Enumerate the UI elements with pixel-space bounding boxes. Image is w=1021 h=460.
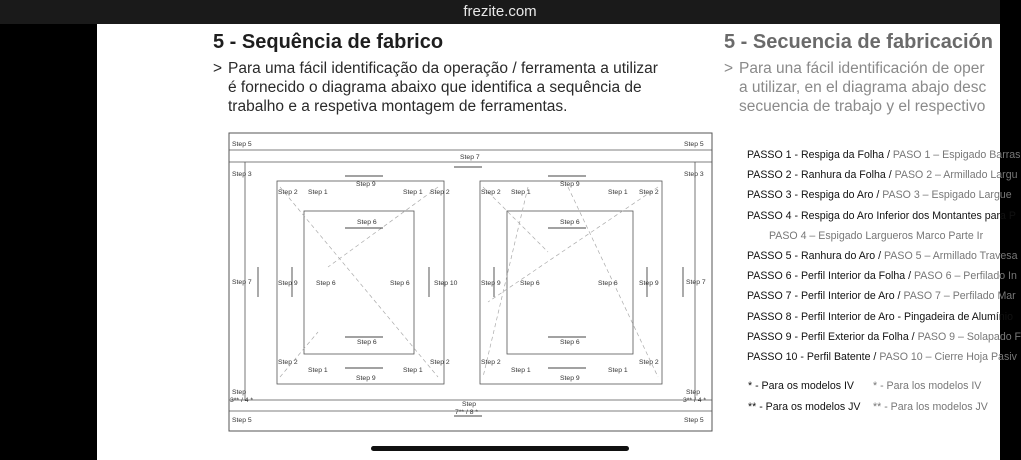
label-step5-bottom-right: Step 5 — [684, 417, 704, 424]
step-pt: PASSO 3 - Respiga do Aro — [747, 189, 874, 202]
label-step6-h: Step 6 — [560, 339, 580, 346]
step-row — [747, 206, 1021, 226]
model-notes — [748, 376, 988, 418]
document-page — [97, 24, 1021, 460]
step-es: PASO 9 – Solapado F — [917, 330, 1021, 343]
label-step5-top-right: Step 5 — [684, 141, 704, 148]
label-step9-c: Step 9 — [278, 280, 298, 287]
step-pt: PASSO 6 - Perfil Interior da Folha — [747, 270, 906, 283]
step-row: PASSO 1 - Respiga da Folha / PASO 1 – Espigado Barras — [747, 149, 1021, 161]
fabrication-sequence-diagram — [228, 132, 714, 434]
label-step6-c: Step 6 — [316, 280, 336, 287]
step-es: PASO 2 – Armillado Largu — [894, 169, 1018, 182]
step-es: PASO 5 – Armillado Travesa — [884, 249, 1018, 262]
step-es: PASO 1 – Espigado Barras — [892, 149, 1021, 161]
step-pt: PASSO 10 - Perfil Batente — [747, 350, 871, 363]
label-step2-a: Step 2 — [278, 189, 298, 196]
section-title-es: 5 - Secuencia de fabricación — [724, 31, 993, 53]
label-step9-e: Step 9 — [639, 280, 659, 287]
label-step2-e: Step 2 — [278, 359, 298, 366]
label-step6-b: Step 6 — [560, 219, 580, 226]
label-step6-g: Step 6 — [357, 339, 377, 346]
label-step7-top: Step 7 — [460, 154, 480, 161]
label-step-right: Step — [686, 389, 700, 396]
label-step2-g: Step 2 — [481, 359, 501, 366]
note-row — [748, 397, 988, 418]
paragraph-es-line-3: secuencia de trabajo y el respectivo — [739, 98, 986, 115]
browser-address-bar[interactable] — [0, 0, 1000, 24]
step-pt: PASSO 4 - Respiga do Aro Inferior dos Montantes para P — [747, 209, 1016, 222]
step-pt: PASSO 1 - Respiga da Folha — [747, 149, 885, 161]
label-step5-bottom-left: Step 5 — [232, 417, 252, 424]
label-step6-f: Step 6 — [598, 280, 618, 287]
step-row: PASSO 2 - Ranhura da Folha / PASO 2 – Armillado Largu — [747, 169, 1018, 182]
label-step7-left: Step 7 — [232, 279, 252, 286]
label-step7-right: Step 7 — [686, 279, 706, 286]
paragraph-pt-line-2: é fornecido o diagrama abaixo que identifica a sequência de — [228, 79, 642, 96]
step-row: PASSO 3 - Respiga do Aro / PASO 3 – Espigado Largue — [747, 189, 1012, 202]
label-step1-f: Step 1 — [403, 367, 423, 374]
label-step-3-4-left: 3** / 4 * — [230, 397, 254, 404]
step-es: PASO 10 – Cierre Hoja Pasiv — [879, 350, 1017, 363]
label-step-7-8: 7** / 8 * — [455, 409, 479, 416]
label-step9-d: Step 9 — [481, 280, 501, 287]
step-pt: PASSO 9 - Perfil Exterior da Folha — [747, 330, 909, 343]
section-title-pt: 5 - Sequência de fabrico — [213, 31, 444, 53]
label-step9-b: Step 9 — [560, 181, 580, 188]
note-row — [748, 376, 982, 397]
label-step6-d: Step 6 — [390, 280, 410, 287]
step-row: PASSO 7 - Perfil Interior de Aro / PASO 7 – Perfilado Mar — [747, 290, 1016, 303]
label-step9-g: Step 9 — [560, 375, 580, 382]
label-step3-left: Step 3 — [232, 171, 252, 178]
paragraph-es-line-2: a utilizar, en el diagrama abajo desc — [739, 79, 987, 96]
label-step1-e: Step 1 — [308, 367, 328, 374]
label-step-left: Step — [232, 389, 246, 396]
home-indicator-bar[interactable] — [371, 446, 629, 451]
paragraph-es-line-1: Para una fácil identificación de oper — [739, 60, 985, 77]
label-step1-g: Step 1 — [511, 367, 531, 374]
step-row — [747, 307, 1021, 327]
paragraph-pt-line-3: trabalho e a respetiva montagem de ferramentas. — [228, 98, 568, 115]
note-pt: * - Para os modelos IV — [748, 380, 854, 392]
label-step6-a: Step 6 — [357, 219, 377, 226]
step-pt: PASSO 5 - Ranhura do Aro — [747, 249, 876, 262]
step-row: PASSO 10 - Perfil Batente / PASO 10 – Cierre Hoja Pasiv — [747, 350, 1017, 363]
note-es: ** - Para los modelos JV — [873, 401, 988, 413]
step-es: PASO 7 – Perfilado Mar — [903, 290, 1016, 303]
step-es: PASO 6 – Perfilado In — [914, 270, 1017, 283]
paragraph-pt: > Para uma fácil identificação da operação / ferramenta a utilizar é fornecido o diagrama abaixo que identifica a sequência de trabalho e a respetiva montagem de ferramentas. — [213, 60, 658, 115]
step-es: PASO 3 – Espigado Largue — [882, 189, 1012, 202]
label-step2-d: Step 2 — [639, 189, 659, 196]
label-step1-c: Step 1 — [511, 189, 531, 196]
label-step1-a: Step 1 — [308, 189, 328, 196]
note-pt: ** - Para os modelos JV — [748, 401, 861, 413]
note-es: * - Para los modelos IV — [873, 380, 982, 392]
label-step2-c: Step 2 — [481, 189, 501, 196]
steps-list — [747, 145, 1021, 367]
paragraph-es: > Para una fácil identificación de oper a utilizar, en el diagrama abajo desc secuencia de trabajo y el respectivo — [724, 60, 987, 115]
label-step9-a: Step 9 — [356, 181, 376, 188]
paragraph-pt-line-1: Para uma fácil identificação da operação / ferramenta a utilizar — [228, 60, 658, 77]
label-step9-f: Step 9 — [356, 375, 376, 382]
label-step10: Step 10 — [434, 280, 458, 287]
label-step-3-4-right: 3** / 4 * — [683, 397, 707, 404]
label-step5-top-left: Step 5 — [232, 141, 252, 148]
step-row: PASSO 6 - Perfil Interior da Folha / PASO 6 – Perfilado In — [747, 270, 1017, 283]
label-step1-d: Step 1 — [608, 189, 628, 196]
step-pt: PASSO 2 - Ranhura da Folha — [747, 169, 886, 182]
step-row: PASSO 9 - Perfil Exterior da Folha / PASO 9 – Solapado F — [747, 330, 1021, 343]
step-row-continued: PASO 4 – Espigado Largueros Marco Parte Ir — [769, 229, 984, 242]
step-pt: PASSO 7 - Perfil Interior de Aro — [747, 290, 895, 303]
label-step2-b: Step 2 — [430, 189, 450, 196]
label-step2-h: Step 2 — [639, 359, 659, 366]
label-step3-right: Step 3 — [684, 171, 704, 178]
step-row: PASSO 5 - Ranhura do Aro / PASO 5 – Armillado Travesa — [747, 249, 1018, 262]
url-text: frezite.com — [463, 3, 537, 20]
step-pt: PASSO 8 - Perfil Interior de Aro - Pingadeira de Alumínio — [747, 310, 1013, 323]
label-step1-b: Step 1 — [403, 189, 423, 196]
label-step2-f: Step 2 — [430, 359, 450, 366]
label-step-bottom: Step — [462, 401, 476, 408]
label-step1-h: Step 1 — [608, 367, 628, 374]
label-step6-e: Step 6 — [520, 280, 540, 287]
